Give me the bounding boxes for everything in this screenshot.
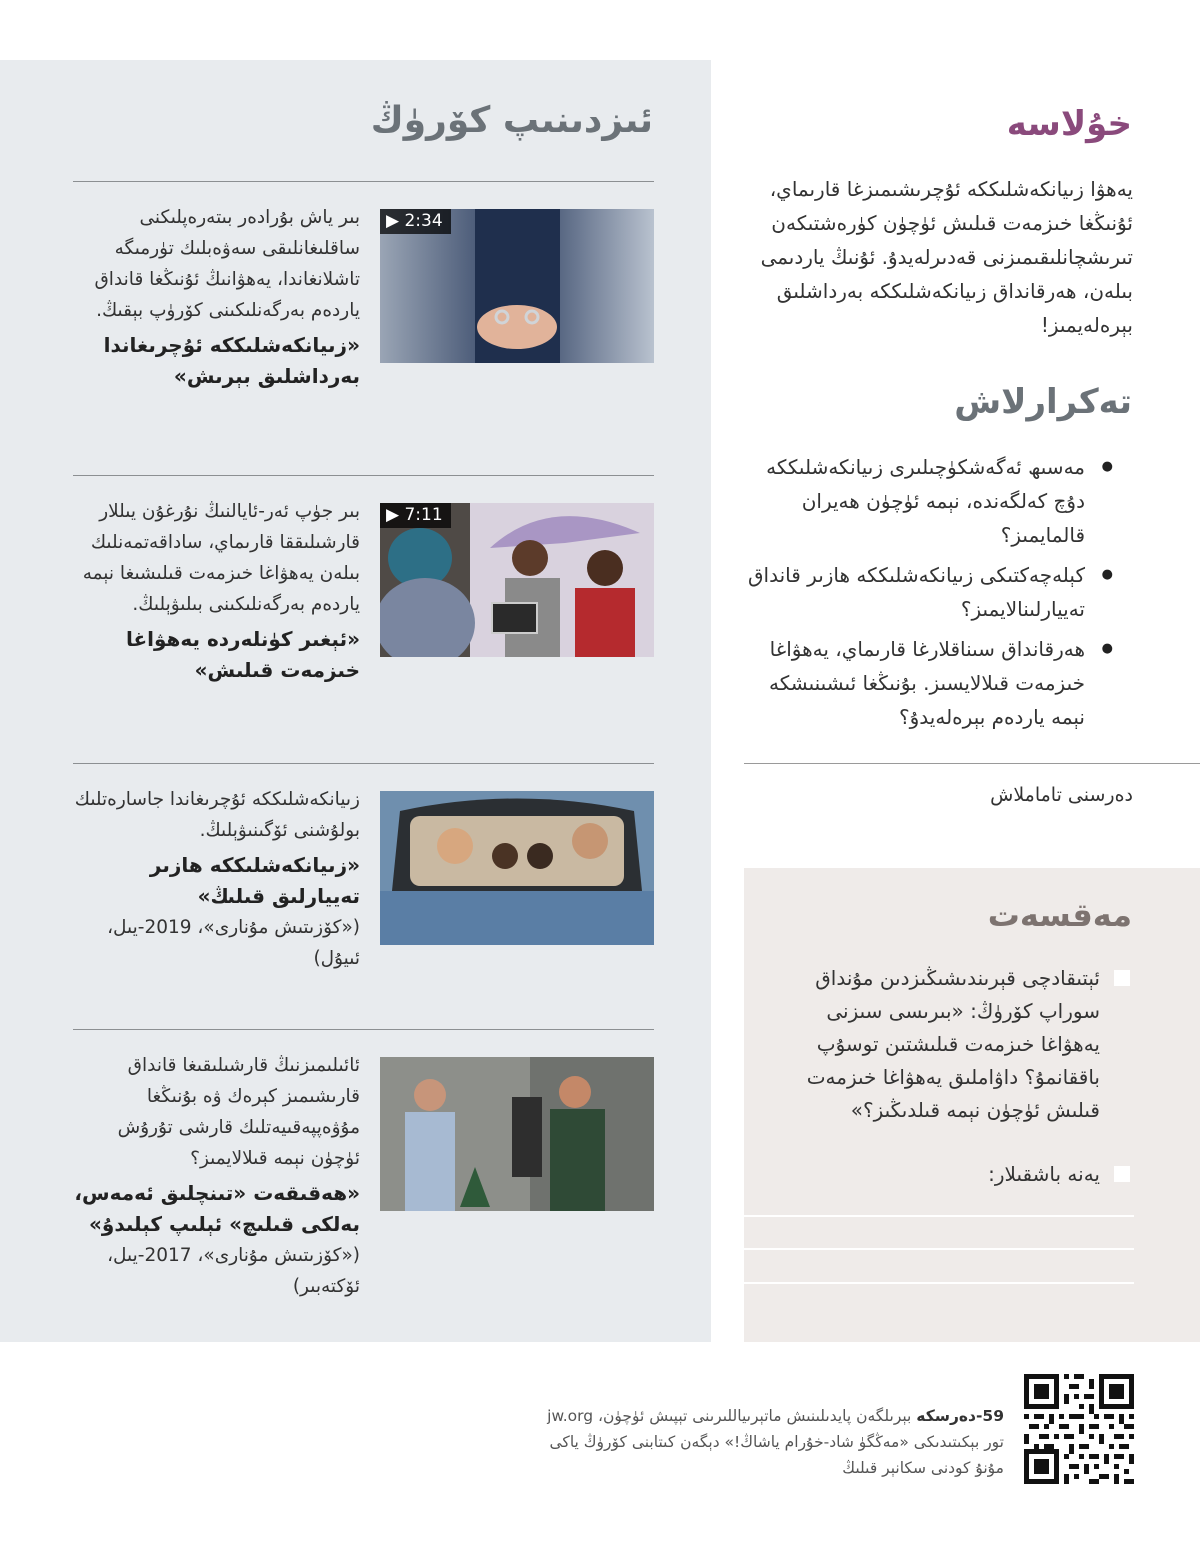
resource-title[interactable]: «ئېغىر كۈنلەردە يەھۋاغا خىزمەت قىلىش» (125, 627, 360, 682)
complete-lesson-button[interactable]: دەرسنى تاماملاش (990, 784, 1133, 806)
goal-item: يەنە باشقىلار: (988, 1162, 1100, 1186)
summary-text: يەھۋا زىيانكەشلىككە ئۇچرىشىمىزغا قارىماي، ئۇنىڭغا خىزمەت قىلىش ئۈچۈن كۈرەشتىكەن تىرىشچانلىقىمىزنى قەدىرلەيدۇ. ئۇنىڭ ياردىمى بىلەن، ھەرقانداق زىيانكەشلىككە بەرداشلىق بېرەلەيمىز! (760, 177, 1133, 337)
review-list (733, 450, 1133, 740)
writing-line[interactable] (744, 1282, 1134, 1284)
writing-line[interactable] (744, 1248, 1134, 1250)
resource-title[interactable]: «زىيانكەشلىككە ھازىر تەييارلىق قىلىڭ» (149, 853, 360, 908)
explore-panel (0, 60, 711, 1342)
resource-item-3[interactable] (73, 763, 654, 1027)
video-thumbnail-handcuffs[interactable] (380, 209, 654, 363)
goal-heading: مەقسەت (987, 896, 1132, 934)
summary-heading: خۇلاسە (1006, 104, 1132, 144)
review-heading: تەكرارلاش (954, 382, 1132, 422)
resource-description: بىر جۈپ ئەر-ئايالنىڭ نۇرغۇن يىللار قارشىلىققا قارىماي، ساداقەتمەنلىك بىلەن يەھۋاغا خىزمەت قىلىشىغا نېمە ياردەم بەرگەنلىكىنى بىلىۋېلىڭ. (82, 501, 360, 615)
family-conflict-image-icon (380, 1057, 654, 1211)
lesson-number: 59-دەرسكە (916, 1407, 1004, 1425)
explore-heading: ئىزدىنىپ كۆرۈڭ (370, 100, 653, 141)
play-icon: ▶ 2:34 (386, 211, 443, 231)
resource-title[interactable]: «ھەقىقەت «تىنچلىق ئەمەس، بەلكى قىلىچ» ئېلىپ كېلىدۇ» (74, 1181, 360, 1236)
video-duration (380, 209, 451, 234)
review-question: ● ھەرقانداق سىناقلارغا قارىماي، يەھۋاغا خىزمەت قىلالايسىز. بۇنىڭغا ئىشىنىشكە نېمە ياردەم بېرەلەيدۇ؟ (733, 632, 1133, 734)
article-thumbnail-family-conflict[interactable] (380, 1057, 654, 1211)
resource-source: («كۆزىتىش مۇنارى»، 2019-يىل، ئىيۇل) (107, 917, 360, 969)
resource-source: («كۆزىتىش مۇنارى»، 2017-يىل، ئۆكتەبىر) (107, 1245, 360, 1297)
resource-item-4[interactable] (73, 1029, 654, 1320)
resource-item-1[interactable] (73, 181, 654, 472)
resource-text (73, 496, 360, 686)
resource-title[interactable]: «زىيانكەشلىككە ئۇچرىغاندا بەرداشلىق بېرىش» (103, 333, 360, 388)
resource-description: زىيانكەشلىككە ئۇچرىغاندا جاسارەتلىك بولۇشنى ئۆگىنىۋېلىڭ. (74, 789, 360, 841)
play-icon: ▶ 7:11 (386, 505, 443, 525)
resource-text (73, 784, 360, 974)
video-duration (380, 503, 451, 528)
family-car-image-icon (380, 791, 654, 945)
checkbox-icon[interactable] (1114, 1166, 1130, 1182)
goal-panel (744, 868, 1200, 1342)
review-question: ● كېلەچەكتىكى زىيانكەشلىككە ھازىر قانداق تەييارلىنالايمىز؟ (733, 558, 1133, 626)
review-question: ● مەسىھ ئەگەشكۈچىلىرى زىيانكەشلىككە دۇچ كەلگەندە، نېمە ئۈچۈن ھەيران قالمايمىز؟ (733, 450, 1133, 552)
footer-note (544, 1403, 1004, 1481)
resource-description: بىر ياش بۇرادەر بىتەرەپلىكنى ساقلىغانلىقى سەۋەبلىك تۈرمىگە تاشلانغاندا، يەھۋانىڭ ئۇنىڭغا قانداق ياردەم بەرگەنلىكىنى كۆرۈپ بېقىڭ. (94, 207, 360, 321)
checkbox-icon[interactable] (1114, 970, 1130, 986)
resource-description: ئائىلىمىزنىڭ قارشىلىقىغا قانداق قارىشىمىز كېرەك ۋە بۇنىڭغا مۇۋەپپەقىيەتلىك قارشى تۇرۇش ئۈچۈن نېمە قىلالايمىز؟ (117, 1055, 360, 1169)
resource-text (73, 1050, 360, 1302)
article-thumbnail-family-car[interactable] (380, 791, 654, 945)
writing-line[interactable] (744, 1215, 1134, 1217)
video-thumbnail-ministry[interactable] (380, 503, 654, 657)
resource-text (73, 202, 360, 392)
qr-code-icon[interactable] (1024, 1374, 1134, 1484)
footer-text: بېرىلگەن پايدىلىنىش ماتېرىياللىرىنى تېپىش ئۈچۈن، jw.org تور بېكىتىدىكى «مەڭگۈ شاد-خۇرام ياشاڭ!» دېگەن كىتابنى كۆرۈڭ ياكى مۇنۇ كودنى سكانېر قىلىڭ (547, 1407, 1004, 1477)
divider (744, 763, 1200, 764)
goal-item: ئېتىقادچى قېرىندىشىڭىزدىن مۇنداق سوراپ كۆرۈڭ: «بىرىسى سىزنى يەھۋاغا خىزمەت قىلىشتىن توسۇپ باققانمۇ؟ داۋاملىق يەھۋاغا خىزمەت قىلىش ئۈچۈن نېمە قىلدىڭىز؟» (806, 966, 1100, 1122)
resource-item-2[interactable] (73, 475, 654, 761)
